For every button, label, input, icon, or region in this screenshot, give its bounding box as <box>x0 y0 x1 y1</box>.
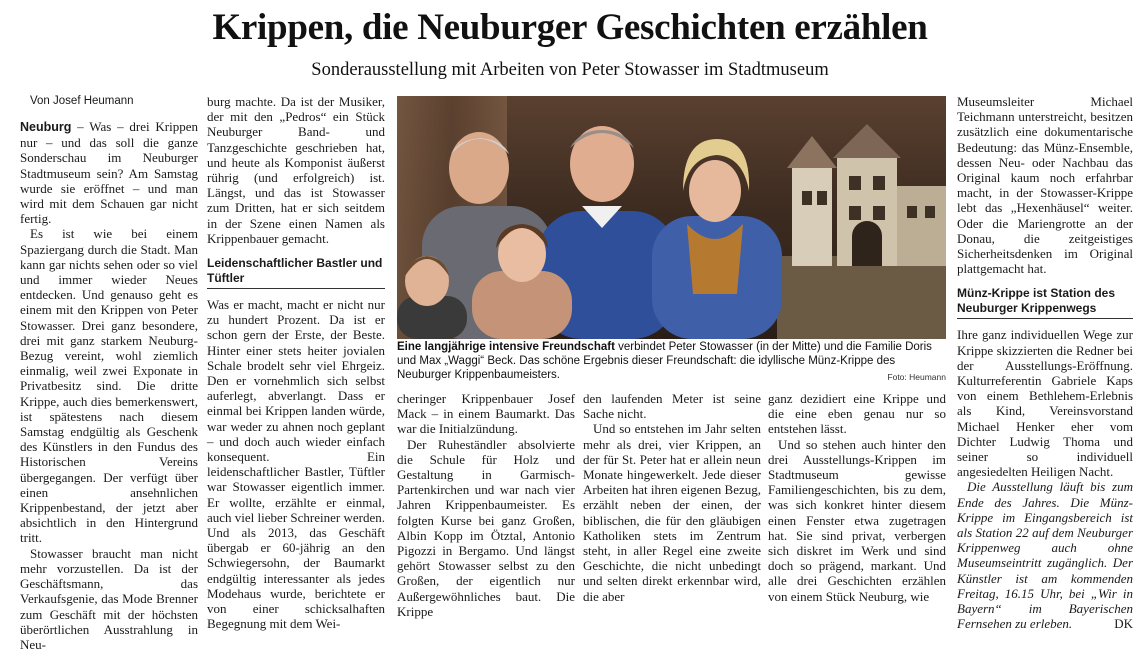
photo-credit: Foto: Heumann <box>887 372 946 382</box>
column-4-paragraph-2: Und so entstehen im Jahr selten mehr als drei, vier Krippen, an der für St. Peter hat er allein neun Monate hingewerkelt. Jede dieser Arbeiten hat ihren eigenen Bezug, erzählt neben der einen, der biblischen, die für den gläubigen Katholiken stets im Zentrum steht, in aller Regel eine zweite Geschichte, die nicht unbedingt und selten direkt erkennbar wird, die aber <box>583 421 761 604</box>
article-column-6 <box>957 94 1133 632</box>
column-5-paragraph-2: Und so stehen auch hinter den drei Ausstellungs-Krippen im Stadtmuseum gewisse Familiengeschichten, bis zu dem, was sich konkret hinter diesem einen Fenster etwa zugetragen hat. Sie sind privat, verbergen sich diskret im Werk und sind doch so prägend, markant. Und alle drei Geschichten erzählen von einem Stück Neuburg, wie <box>768 436 946 604</box>
column-2-paragraph-1: burg machte. Da ist der Musiker, der mit den „Pedros“ ein Stück Neuburger Band- und Tanzgeschichte geschrieben hat, und heute als Komponist äußerst rührig (und erfolgreich) ist. Längst, und das ist Stowasser zum Dritten, hat er sich seitdem in der Szene einen Namen als Krippenbauer gemacht. <box>207 94 385 246</box>
article-column-4 <box>583 391 761 604</box>
article-column-2 <box>207 94 385 632</box>
subheadline: Sonderausstellung mit Arbeiten von Peter Stowasser im Stadtmuseum <box>311 60 829 80</box>
article-photo <box>397 96 946 339</box>
column-5-paragraph-1: ganz dezidiert eine Krippe und die eine eben genau nur so entstehen lässt. <box>768 391 946 437</box>
article-column-1 <box>20 94 198 652</box>
column-6-paragraph-1: Museumsleiter Michael Teichmann unterstreicht, besitzen zusätzlich eine dokumentarische Bedeutung: das Münz-Ensemble, dessen Neu- oder Nachbau das Original kaum noch erfahrbar macht, in der Stowasser-Krippe lebt das „Hexenhäusel“ weiter. Oder die Mariengrotte an der Donau, die zeitgeistiges Sicherheitsdenken im Original plattgemacht hat. <box>957 94 1133 277</box>
column-4-paragraph-1: den laufenden Meter ist seine Sache nicht. <box>583 391 761 422</box>
column-3-paragraph-1: cheringer Krippenbauer Josef Mack – in einem Baumarkt. Das war die Initialzündung. <box>397 391 575 437</box>
column-3-paragraph-2: Der Ruheständler absolvierte die Schule für Holz und Gestaltung in Garmisch-Partenkirchen und war nach vier Jahren Krippenbaumeister. Es folgten Kurse bei ganz Großen, Albin Kopp im Ötztal, Antonio Pigozzi in Bergamo. Und längst gehört Stowasser selbst zu den Großen, der eigentlich nur Außergewöhnliches baut. Die Krippe <box>397 436 575 619</box>
byline: Von Josef Heumann <box>30 95 134 107</box>
exhibition-note-text: Die Ausstellung läuft bis zum Ende des Jahres. Die Münz-Krippe im Eingangsbereich ist als Station 22 auf dem Neuburger Krippenweg auch ohne Museumseintritt zugänglich. Der Künstler ist am kommenden Freitag, 16.15 Uhr, bei „Wir in Bayern“ im Bayerischen Fernsehen zu erleben. <box>957 479 1133 632</box>
column-1-paragraph-1 <box>20 119 198 226</box>
exhibition-note <box>957 479 1133 631</box>
subheading-bastler: Leidenschaftlicher Bastler und Tüftler <box>207 256 385 289</box>
lead-text: – Was – drei Krippen nur – und das soll die ganze Sonderschau im Neuburger Stadtmuseum sein? Am Samstag wurde sie eröffnet – und man wird mit dem Schauen gar nicht fertig. <box>20 119 198 227</box>
column-6-paragraph-2: Ihre ganz individuellen Wege zur Krippe skizzierten die Redner bei der Ausstellungs-Eröffnung. Kulturreferentin Gabriele Kaps von einem Bethlehem-Erlebnis als Kind, Vereinsvorstand Michael Henker eher vom Dichter Ludwig Thoma und seiner so individuell angesiedelten Heiligen Nacht. <box>957 327 1133 480</box>
caption-lead: Eine langjährige intensive Freundschaft <box>397 341 615 353</box>
article-column-3 <box>397 391 575 619</box>
column-1-paragraph-2: Es ist wie bei einem Spaziergang durch die Stadt. Man kann gar nichts sehen oder so viel und immer wieder Neues entdecken. Und genauso geht es einem mit den Krippen von Peter Stowasser. Drei ganz besondere, drei mit ganz starkem Neuburg-Bezug vereint, wohl ziemlich einmalig, weil zwei Exponate in Privatbesitz sind. Die dritte Krippe, auch dies bemerkenswert, ist spätestens nach diesem Samstag endgültig als Geschenk des Künstlers in den Fundus des Historischen Vereins übergegangen. Der verfügt über einen ansehnlichen Krippenbestand, der jetzt aber absichtlich in den Hintergrund tritt. <box>20 226 198 546</box>
caption-text: verbindet Peter Stowasser (in der Mitte) und die Familie Doris und Max „Waggi“ Beck. Das schöne Ergebnis dieser Freundschaft: die idyllische Münz-Krippe des Neuburger Krippenbaumeisters. <box>397 341 932 381</box>
subheading-muenz-krippe: Münz-Krippe ist Station des Neuburger Krippenwegs <box>957 286 1133 319</box>
article-column-5 <box>768 391 946 604</box>
photo-caption <box>397 340 946 386</box>
headline: Krippen, die Neuburger Geschichten erzählen <box>212 7 928 48</box>
author-signature: DK <box>1114 616 1133 632</box>
column-1-paragraph-3: Stowasser braucht man nicht mehr vorzustellen. Da ist der Geschäftsmann, das Verkaufsgenie, das Mode Brenner zum Geschäft mit der höchsten überörtlichen Ausstrahlung in Neu- <box>20 545 198 652</box>
dateline: Neuburg <box>20 120 72 134</box>
column-2-paragraph-2: Was er macht, macht er nicht nur zu hundert Prozent. Da ist er schon gern der Erste, der Beste. Hinter einer stets heiter jovialen Schale brodelt sehr viel Ehrgeiz. Den er vornehmlich sich selbst auferlegt, abverlangt. Dass er einmal bei Krippen landen würde, war weder zu ahnen noch geplant – und doch auch wieder einfach konsequent. Ein leidenschaftlicher Bastler, Tüftler war Stowasser eigentlich immer. Er wollte, erzählte er einmal, auch viel lieber Schreiner werden. Und als 2013, das Geschäft übergab er 60-jährig an den Schwiegersohn, der Baumarkt endgültig interessanter als jedes Modehaus wurde, berichtete er von einer schicksalhaften Begegnung mit dem Wei- <box>207 297 385 632</box>
photo-illustration <box>397 96 946 339</box>
